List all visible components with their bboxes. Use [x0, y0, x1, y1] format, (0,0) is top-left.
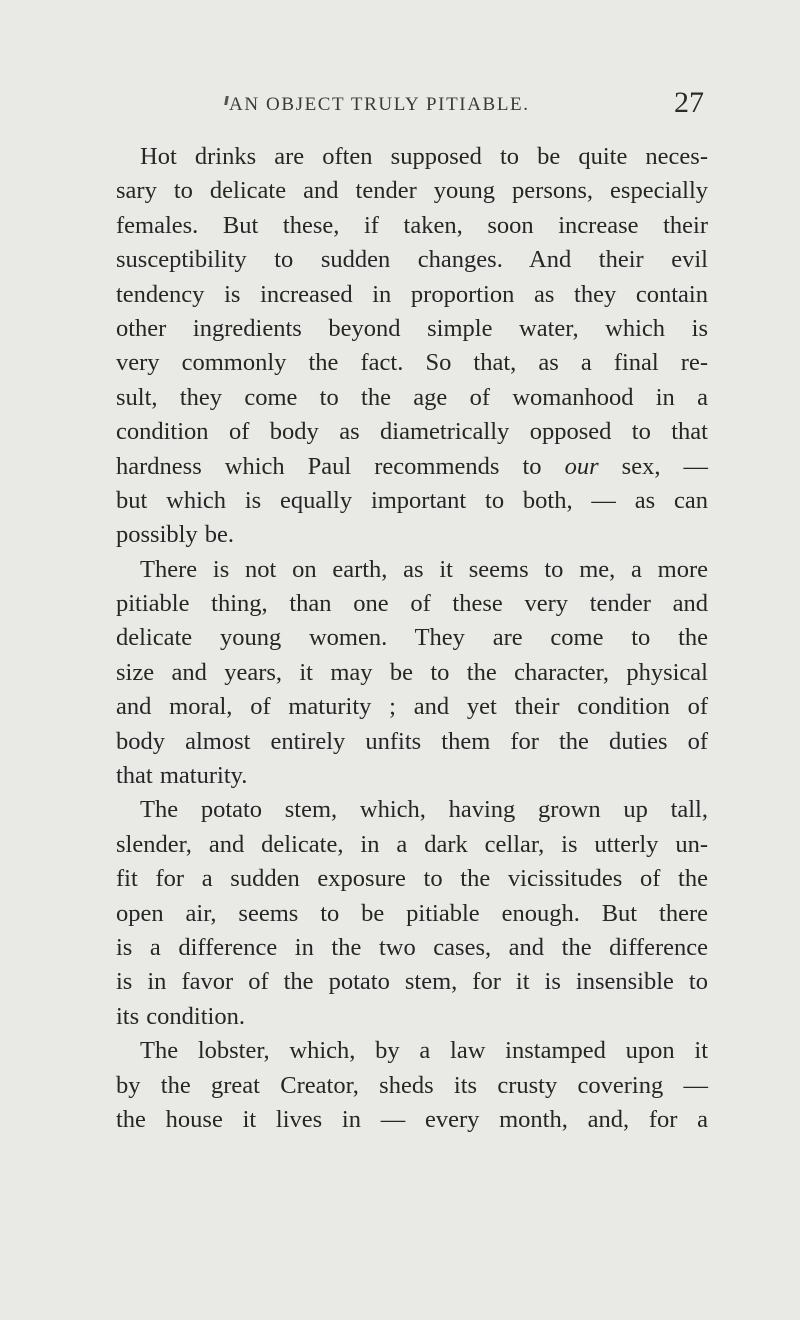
emphasized-word: our — [564, 452, 599, 480]
text-line — [116, 587, 708, 621]
text-segment: The lobster, which, by a law instamped upon it — [140, 1037, 708, 1065]
text-segment: There is not on earth, as it seems to me, a more — [140, 555, 708, 583]
text-segment: is a difference in the two cases, and the difference — [116, 933, 708, 961]
text-segment: sex, — — [598, 452, 708, 480]
text-segment: sult, they come to the age of womanhood in a — [116, 383, 708, 411]
page-number: 27 — [674, 86, 704, 119]
text-segment: fit for a sudden exposure to the vicissitudes of the — [116, 865, 708, 893]
text-segment: the house it lives in — every month, and, for a — [116, 1105, 708, 1133]
text-segment: females. But these, if taken, soon increase their — [116, 211, 708, 239]
text-line — [116, 140, 708, 174]
text-segment: sary to delicate and tender young persons, especially — [116, 177, 708, 205]
text-segment: condition of body as diametrically opposed to that — [116, 418, 708, 446]
text-line — [116, 656, 708, 690]
text-segment: that maturity. — [116, 762, 248, 790]
text-segment: The potato stem, which, having grown up tall, — [140, 796, 708, 824]
text-line — [116, 759, 708, 793]
text-line — [116, 862, 708, 896]
text-line — [116, 793, 708, 827]
text-segment: but which is equally important to both, — as can — [116, 486, 708, 514]
text-line — [116, 312, 708, 346]
text-segment: tendency is increased in proportion as they contain — [116, 280, 708, 308]
text-line — [116, 1103, 708, 1137]
text-segment: possibly be. — [116, 521, 235, 549]
text-segment: susceptibility to sudden changes. And their evil — [116, 246, 708, 274]
text-segment: slender, and delicate, in a dark cellar, is utterly un- — [116, 830, 708, 858]
text-segment: pitiable thing, than one of these very tender and — [116, 590, 708, 618]
text-line — [116, 174, 708, 208]
text-line — [116, 450, 708, 484]
running-head: AN OBJECT TRULY PITIABLE. — [229, 94, 530, 115]
text-line — [116, 725, 708, 759]
text-segment: by the great Creator, sheds its crusty covering — — [116, 1071, 708, 1099]
text-segment: its condition. — [116, 1002, 245, 1030]
text-line — [116, 690, 708, 724]
text-line — [116, 553, 708, 587]
text-line — [116, 897, 708, 931]
page-header — [229, 86, 709, 126]
text-segment: other ingredients beyond simple water, which is — [116, 314, 708, 342]
text-segment: very commonly the fact. So that, as a final re- — [116, 349, 708, 377]
text-line — [116, 381, 708, 415]
text-line — [116, 1034, 708, 1068]
text-line — [116, 243, 708, 277]
text-line — [116, 518, 708, 552]
text-segment: open air, seems to be pitiable enough. But there — [116, 899, 708, 927]
text-line — [116, 931, 708, 965]
text-line — [116, 965, 708, 999]
text-segment: delicate young women. They are come to the — [116, 624, 708, 652]
text-line — [116, 484, 708, 518]
text-line — [116, 415, 708, 449]
text-line — [116, 346, 708, 380]
text-line — [116, 621, 708, 655]
text-line — [116, 278, 708, 312]
body-text — [116, 140, 708, 1137]
text-segment: hardness which Paul recommends to — [116, 452, 565, 480]
text-segment: and moral, of maturity ; and yet their condition of — [116, 693, 708, 721]
text-segment: is in favor of the potato stem, for it is insensible to — [116, 968, 708, 996]
text-line — [116, 209, 708, 243]
text-line — [116, 1000, 708, 1034]
text-segment: size and years, it may be to the character, physical — [116, 658, 708, 686]
text-segment: body almost entirely unfits them for the duties of — [116, 727, 708, 755]
text-line — [116, 1069, 708, 1103]
text-line — [116, 828, 708, 862]
text-segment: Hot drinks are often supposed to be quite neces- — [140, 143, 708, 170]
